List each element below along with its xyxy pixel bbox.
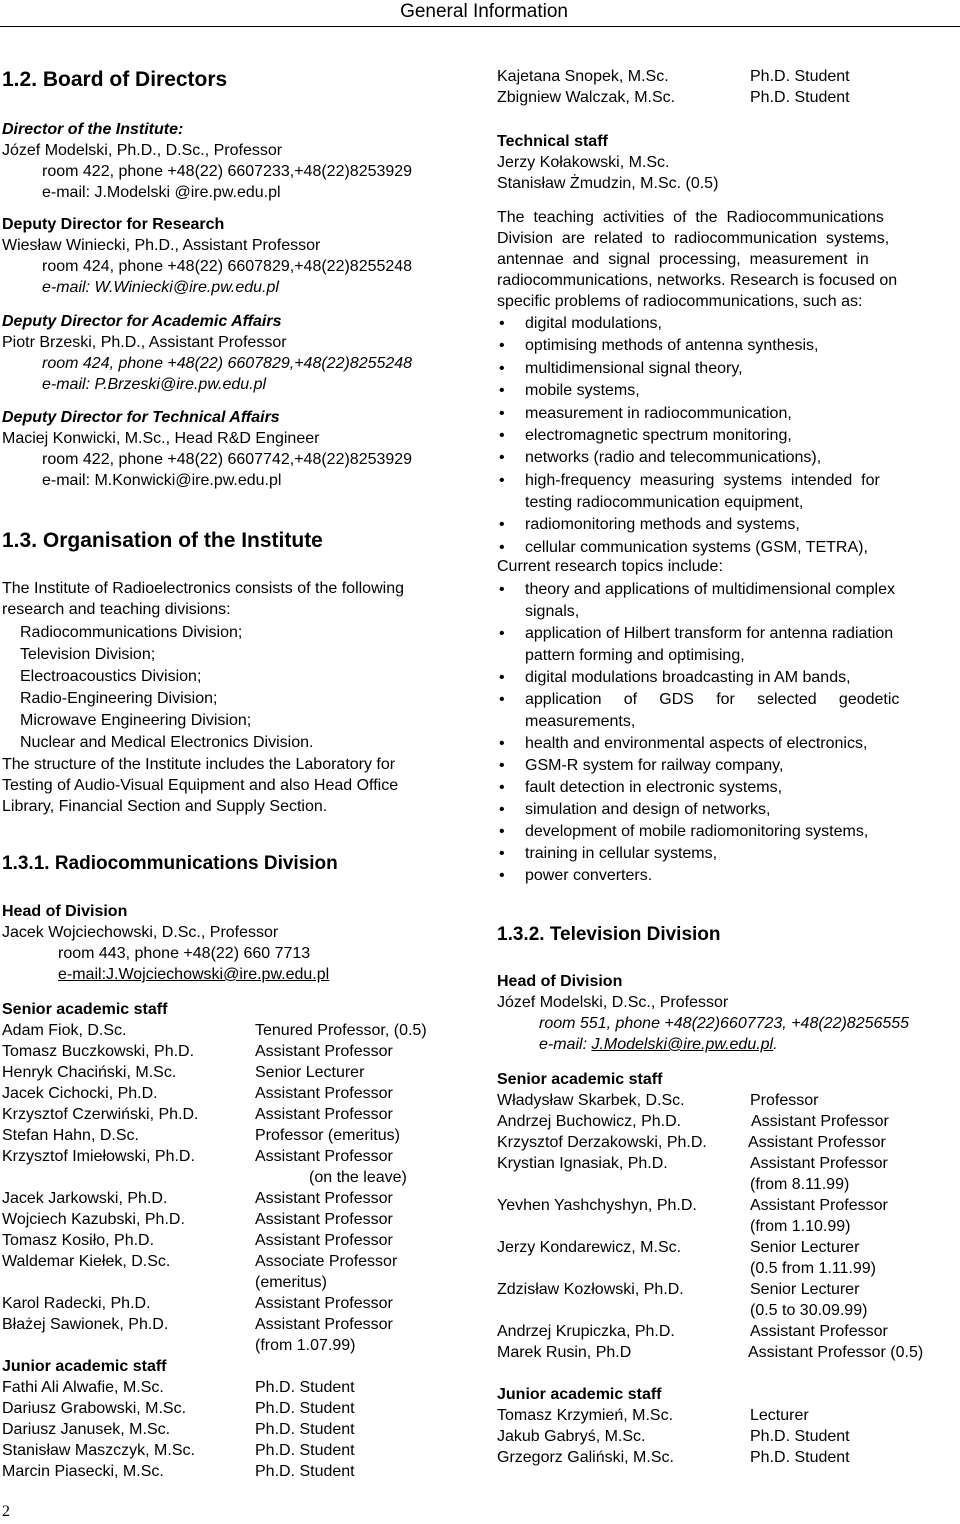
- staff-name: Krzysztof Derzakowski, Ph.D.: [497, 1134, 707, 1151]
- staff-role: Assistant Professor: [255, 1085, 393, 1102]
- staff-name: Andrzej Buchowicz, Ph.D.: [497, 1113, 682, 1130]
- division-item: • Electroacoustics Division;: [20, 666, 201, 687]
- staff-name: Dariusz Grabowski, M.Sc.: [2, 1400, 187, 1417]
- staff-name: Krzysztof Czerwiński, Ph.D.: [2, 1106, 199, 1123]
- staff-role: (from 1.10.99): [750, 1218, 851, 1235]
- topic-item: • application of Hilbert transform for antenna radiation: [525, 623, 893, 644]
- staff-name: Yevhen Yashchyshyn, Ph.D.: [497, 1197, 697, 1214]
- technical-room: room 422, phone +48(22) 6607742,+48(22)8253929: [42, 451, 413, 468]
- staff-name: Dariusz Janusek, M.Sc.: [2, 1421, 171, 1438]
- staff-role: Ph.D. Student: [255, 1421, 355, 1438]
- teaching-line: Division are related to radiocommunication systems,: [497, 230, 890, 247]
- teaching-line: radiocommunications, networks. Research is focused on: [497, 272, 898, 289]
- staff-role: Assistant Professor: [255, 1106, 393, 1123]
- staff-name: Stefan Hahn, D.Sc.: [2, 1127, 139, 1144]
- problem-item: • multidimensional signal theory,: [525, 358, 743, 379]
- division-item: • Television Division;: [20, 644, 155, 665]
- staff-role: Ph.D. Student: [255, 1379, 355, 1396]
- staff-role: Ph.D. Student: [750, 1428, 850, 1445]
- staff-role: Assistant Professor: [255, 1295, 393, 1312]
- academic-email[interactable]: e-mail: P.Brzeski@ire.pw.edu.pl: [42, 376, 267, 393]
- staff-role: Ph.D. Student: [255, 1400, 355, 1417]
- current-topics-title: Current research topics include:: [497, 558, 723, 575]
- director-title: Director of the Institute:: [2, 121, 184, 138]
- radiocomm-tech-0: Jerzy Kołakowski, M.Sc.: [497, 154, 670, 171]
- staff-role: (on the leave): [309, 1169, 407, 1186]
- staff-role: Assistant Professor: [751, 1113, 889, 1130]
- tv-email-label: e-mail:: [539, 1036, 592, 1053]
- organisation-heading: 1.3. Organisation of the Institute: [2, 529, 323, 552]
- organisation-intro-2: research and teaching divisions:: [2, 601, 231, 618]
- topic-item: • simulation and design of networks,: [525, 799, 770, 820]
- staff-role: (0.5 from 1.11.99): [750, 1260, 876, 1277]
- structure-3: Library, Financial Section and Supply Section.: [2, 798, 328, 815]
- staff-name: Marek Rusin, Ph.D: [497, 1344, 632, 1361]
- director-room: room 422, phone +48(22) 6607233,+48(22)8253929: [42, 163, 413, 180]
- staff-name: Jacek Jarkowski, Ph.D.: [2, 1190, 168, 1207]
- technical-email[interactable]: e-mail: M.Konwicki@ire.pw.edu.pl: [42, 472, 282, 489]
- problem-item: • mobile systems,: [525, 380, 640, 401]
- division-item: • Microwave Engineering Division;: [20, 710, 251, 731]
- division-item: • Radio-Engineering Division;: [20, 688, 217, 709]
- staff-name: Marcin Piasecki, M.Sc.: [2, 1463, 164, 1480]
- tv-head-name: Józef Modelski, D.Sc., Professor: [497, 994, 729, 1011]
- radiocomm-senior-title: Senior academic staff: [2, 1001, 168, 1018]
- staff-role: Assistant Professor (0.5): [748, 1344, 924, 1361]
- research-name: Wiesław Winiecki, Ph.D., Assistant Professor: [2, 237, 321, 254]
- problem-item: • digital modulations,: [525, 313, 662, 334]
- staff-role: Assistant Professor: [750, 1155, 888, 1172]
- topic-item: • fault detection in electronic systems,: [525, 777, 782, 798]
- staff-role: (0.5 to 30.09.99): [750, 1302, 868, 1319]
- staff-role: Assistant Professor: [255, 1232, 393, 1249]
- radiocomm-head-name: Jacek Wojciechowski, D.Sc., Professor: [2, 924, 279, 941]
- research-room: room 424, phone +48(22) 6607829,+48(22)8255248: [42, 258, 413, 275]
- research-title: Deputy Director for Research: [2, 216, 225, 233]
- staff-name: Kajetana Snopek, M.Sc.: [497, 68, 669, 85]
- television-heading: 1.3.2. Television Division: [497, 924, 721, 945]
- topic-item: • digital modulations broadcasting in AM bands,: [525, 667, 851, 688]
- problem-item: • radiomonitoring methods and systems,: [525, 514, 800, 535]
- academic-title: Deputy Director for Academic Affairs: [2, 313, 282, 330]
- topic-item: measurements,: [525, 713, 636, 730]
- staff-role: Associate Professor: [255, 1253, 398, 1270]
- radiocomm-tech-1: Stanisław Żmudzin, M.Sc. (0.5): [497, 175, 719, 192]
- topic-item: • GSM-R system for railway company,: [525, 755, 783, 776]
- staff-name: Fathi Ali Alwafie, M.Sc.: [2, 1379, 164, 1396]
- staff-name: Jerzy Kondarewicz, M.Sc.: [497, 1239, 682, 1256]
- topic-item: signals,: [525, 603, 580, 620]
- staff-role: Ph.D. Student: [750, 1449, 850, 1466]
- staff-role: Ph.D. Student: [255, 1442, 355, 1459]
- staff-name: Jakub Gabryś, M.Sc.: [497, 1428, 646, 1445]
- problem-item: • high-frequency measuring systems intended for: [525, 470, 880, 491]
- staff-role: Assistant Professor: [255, 1211, 393, 1228]
- problem-item: testing radiocommunication equipment,: [525, 494, 804, 512]
- staff-role: Senior Lecturer: [750, 1239, 860, 1256]
- staff-name: Jacek Cichocki, Ph.D.: [2, 1085, 158, 1102]
- staff-name: Błażej Sawionek, Ph.D.: [2, 1316, 169, 1333]
- staff-name: Tomasz Buczkowski, Ph.D.: [2, 1043, 195, 1060]
- staff-role: Professor (emeritus): [255, 1127, 400, 1144]
- director-name: Józef Modelski, Ph.D., D.Sc., Professor: [2, 142, 283, 159]
- staff-name: Tomasz Kosiło, Ph.D.: [2, 1232, 155, 1249]
- teaching-line: The teaching activities of the Radiocommunications: [497, 209, 884, 226]
- tv-junior-title: Junior academic staff: [497, 1386, 662, 1403]
- staff-role: Assistant Professor: [750, 1323, 888, 1340]
- staff-name: Krzysztof Imiełowski, Ph.D.: [2, 1148, 195, 1165]
- academic-name: Piotr Brzeski, Ph.D., Assistant Professor: [2, 334, 287, 351]
- director-email[interactable]: e-mail: J.Modelski @ire.pw.edu.pl: [42, 184, 281, 201]
- tv-senior-title: Senior academic staff: [497, 1071, 663, 1088]
- staff-role: Lecturer: [750, 1407, 809, 1424]
- staff-role: Assistant Professor: [748, 1134, 886, 1151]
- staff-role: Ph.D. Student: [750, 89, 850, 106]
- radiocomm-junior-title: Junior academic staff: [2, 1358, 167, 1375]
- staff-name: Grzegorz Galiński, M.Sc.: [497, 1449, 674, 1466]
- teaching-line: specific problems of radiocommunications, such as:: [497, 293, 863, 310]
- tv-email-end: .: [773, 1036, 778, 1053]
- staff-role: (from 8.11.99): [750, 1176, 850, 1193]
- board-heading: 1.2. Board of Directors: [2, 68, 228, 91]
- staff-role: Tenured Professor, (0.5): [255, 1022, 427, 1039]
- topic-item: • power converters.: [525, 865, 652, 886]
- radiocomm-heading: 1.3.1. Radiocommunications Division: [2, 853, 338, 874]
- topic-item: • training in cellular systems,: [525, 843, 717, 864]
- technical-name: Maciej Konwicki, M.Sc., Head R&D Engineer: [2, 430, 320, 447]
- staff-name: Zdzisław Kozłowski, Ph.D.: [497, 1281, 684, 1298]
- staff-role: Ph.D. Student: [255, 1463, 355, 1480]
- radiocomm-tech-title: Technical staff: [497, 133, 608, 150]
- radiocomm-head-room: room 443, phone +48(22) 660 7713: [58, 945, 311, 962]
- staff-name: Waldemar Kiełek, D.Sc.: [2, 1253, 171, 1270]
- staff-name: Zbigniew Walczak, M.Sc.: [497, 89, 676, 106]
- staff-role: Assistant Professor: [255, 1190, 393, 1207]
- staff-role: Professor: [750, 1092, 819, 1109]
- division-item: • Nuclear and Medical Electronics Division.: [20, 732, 313, 753]
- staff-name: Karol Radecki, Ph.D.: [2, 1295, 151, 1312]
- problem-item: • measurement in radiocommunication,: [525, 403, 792, 424]
- staff-name: Andrzej Krupiczka, Ph.D.: [497, 1323, 675, 1340]
- staff-role: Assistant Professor: [255, 1316, 393, 1333]
- radiocomm-head-email[interactable]: e-mail:J.Wojciechowski@ire.pw.edu.pl: [58, 966, 330, 983]
- teaching-line: antennae and signal processing, measurement in: [497, 251, 869, 268]
- staff-role: Assistant Professor: [255, 1148, 393, 1165]
- problem-item: • cellular communication systems (GSM, TETRA),: [525, 537, 868, 558]
- topic-item: • development of mobile radiomonitoring systems,: [525, 821, 868, 842]
- tv-head-title: Head of Division: [497, 973, 623, 990]
- tv-head-email-line: [539, 1034, 778, 1055]
- staff-role: (from 1.07.99): [255, 1337, 356, 1354]
- staff-name: Władysław Skarbek, D.Sc.: [497, 1092, 685, 1109]
- header-title: General Information: [400, 1, 568, 22]
- topic-item: • application of GDS for selected geodetic: [525, 689, 899, 710]
- problem-item: • electromagnetic spectrum monitoring,: [525, 425, 792, 446]
- staff-role: (emeritus): [255, 1274, 328, 1291]
- staff-role: Assistant Professor: [750, 1197, 888, 1214]
- academic-room: room 424, phone +48(22) 6607829,+48(22)8255248: [42, 355, 413, 372]
- research-email[interactable]: e-mail: W.Winiecki@ire.pw.edu.pl: [42, 279, 279, 296]
- structure-1: The structure of the Institute includes the Laboratory for: [2, 756, 396, 773]
- topic-item: • theory and applications of multidimensional complex: [525, 579, 895, 600]
- tv-head-email[interactable]: J.Modelski@ire.pw.edu.pl: [591, 1036, 774, 1053]
- staff-name: Stanisław Maszczyk, M.Sc.: [2, 1442, 195, 1459]
- problem-item: • networks (radio and telecommunications),: [525, 447, 821, 468]
- structure-2: Testing of Audio-Visual Equipment and also Head Office: [2, 777, 399, 794]
- tv-head-room: room 551, phone +48(22)6607723, +48(22)8256555: [539, 1015, 910, 1032]
- staff-role: Senior Lecturer: [750, 1281, 860, 1298]
- division-item: • Radiocommunications Division;: [20, 622, 242, 643]
- staff-name: Henryk Chaciński, M.Sc.: [2, 1064, 177, 1081]
- topic-item: • health and environmental aspects of electronics,: [525, 733, 867, 754]
- staff-name: Wojciech Kazubski, Ph.D.: [2, 1211, 185, 1228]
- staff-role: Senior Lecturer: [255, 1064, 365, 1081]
- radiocomm-head-title: Head of Division: [2, 903, 128, 920]
- page-number: 2: [2, 1503, 10, 1520]
- organisation-intro-1: The Institute of Radioelectronics consists of the following: [2, 580, 404, 597]
- staff-role: Assistant Professor: [255, 1043, 393, 1060]
- technical-title: Deputy Director for Technical Affairs: [2, 409, 280, 426]
- problem-item: • optimising methods of antenna synthesis,: [525, 335, 819, 356]
- topic-item: pattern forming and optimising,: [525, 647, 745, 664]
- staff-name: Tomasz Krzymień, M.Sc.: [497, 1407, 674, 1424]
- page-header: [0, 0, 960, 27]
- staff-name: Adam Fiok, D.Sc.: [2, 1022, 127, 1039]
- staff-role: Ph.D. Student: [750, 68, 850, 85]
- staff-name: Krystian Ignasiak, Ph.D.: [497, 1155, 668, 1172]
